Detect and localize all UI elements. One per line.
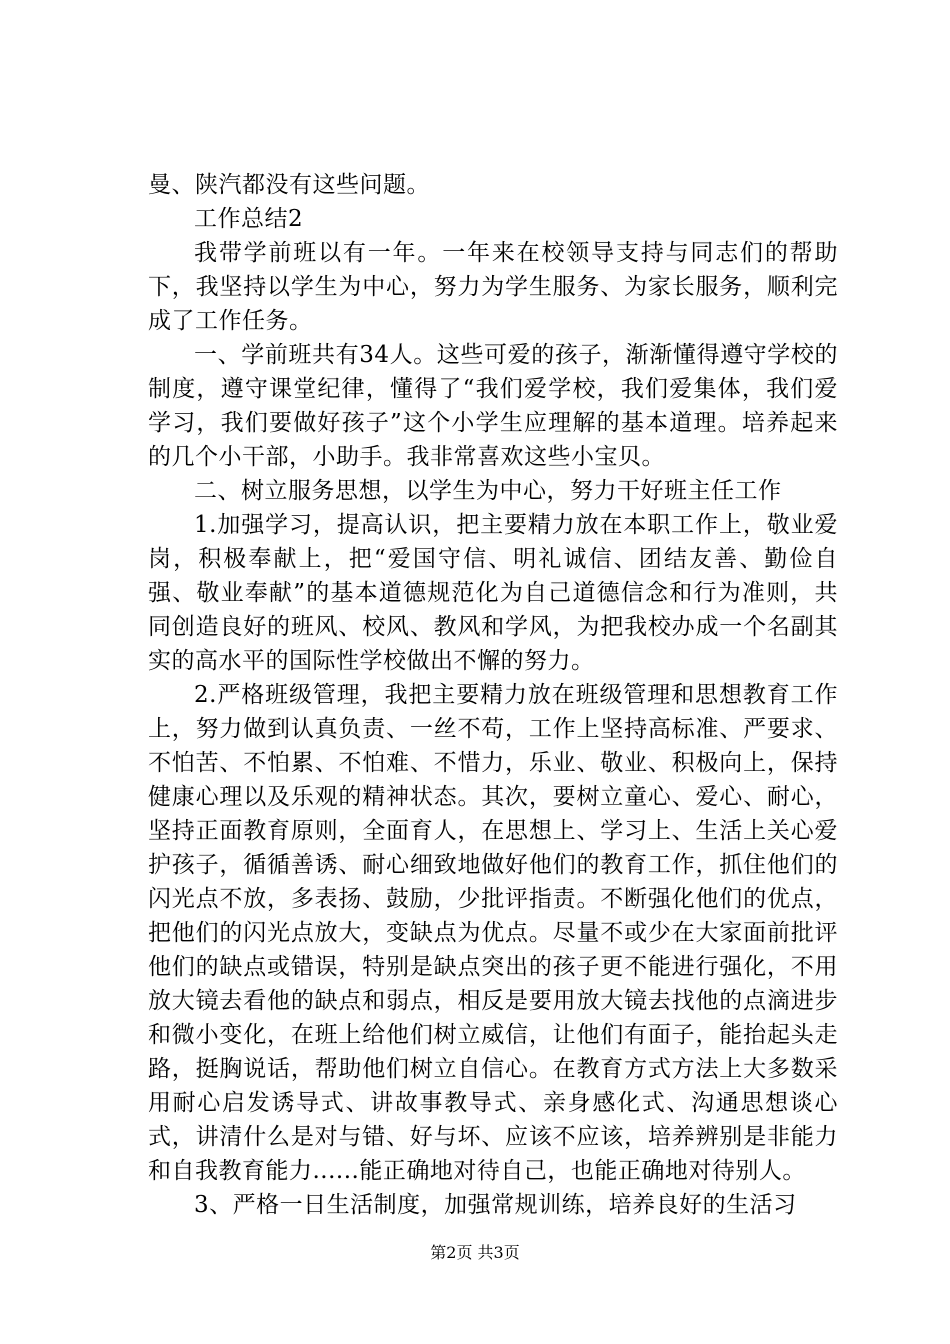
document-body (148, 168, 838, 1222)
paragraph-subitem-3: 3、严格一日生活制度，加强常规训练，培养良好的生活习 (194, 1192, 797, 1218)
paragraph-item-2: 二、树立服务思想，以学生为中心，努力干好班主任工作 (194, 478, 782, 504)
paragraph-continuation: 曼、陕汽都没有这些问题。 (148, 172, 430, 198)
paragraph-item-1: 一、学前班共有34人。这些可爱的孩子，渐渐懂得遵守学校的制度，遵守课堂纪律，懂得了“我们爱学校，我们爱集体，我们爱学习，我们要做好孩子”这个小学生应理解的基本道理。培养起来的几个小干部，小助手。我非常喜欢这些小宝贝。 (148, 342, 838, 470)
page-footer: 第2页 共3页 (430, 1243, 520, 1262)
paragraph-subitem-2: 2.严格班级管理，我把主要精力放在班级管理和思想教育工作上，努力做到认真负责、一丝不苟，工作上坚持高标准、严要求、不怕苦、不怕累、不怕难、不惜力，乐业、敬业、积极向上，保持健康心理以及乐观的精神状态。其次，要树立童心、爱心、耐心，坚持正面教育原则，全面育人，在思想上、学习上、生活上关心爱护孩子，循循善诱、耐心细致地做好他们的教育工作，抓住他们的闪光点不放，多表扬、鼓励，少批评指责。不断强化他们的优点，把他们的闪光点放大，变缺点为优点。尽量不或少在大家面前批评他们的缺点或错误，特别是缺点突出的孩子更不能进行强化，不用放大镜去看他的缺点和弱点，相反是要用放大镜去找他的点滴进步和微小变化，在班上给他们树立威信，让他们有面子，能抬起头走路，挺胸说话，帮助他们树立自信心。在教育方式方法上大多数采用耐心启发诱导式、讲故事教导式、亲身感化式、沟通思想谈心式，讲清什么是对与错、好与坏、应该不应该，培养辨别是非能力和自我教育能力......能正确地对待自己，也能正确地对待别人。 (148, 682, 838, 1184)
paragraph-subitem-1: 1.加强学习，提高认识，把主要精力放在本职工作上，敬业爱岗，积极奉献上，把“爱国守信、明礼诚信、团结友善、勤俭自强、敬业奉献”的基本道德规范化为自己道德信念和行为准则，共同创造良好的班风、校风、教风和学风，为把我校办成一个名副其实的高水平的国际性学校做出不懈的努力。 (148, 512, 838, 674)
section-heading: 工作总结2 (194, 206, 304, 232)
paragraph-intro: 我带学前班以有一年。一年来在校领导支持与同志们的帮助下，我坚持以学生为中心，努力为学生服务、为家长服务，顺利完成了工作任务。 (148, 240, 838, 334)
